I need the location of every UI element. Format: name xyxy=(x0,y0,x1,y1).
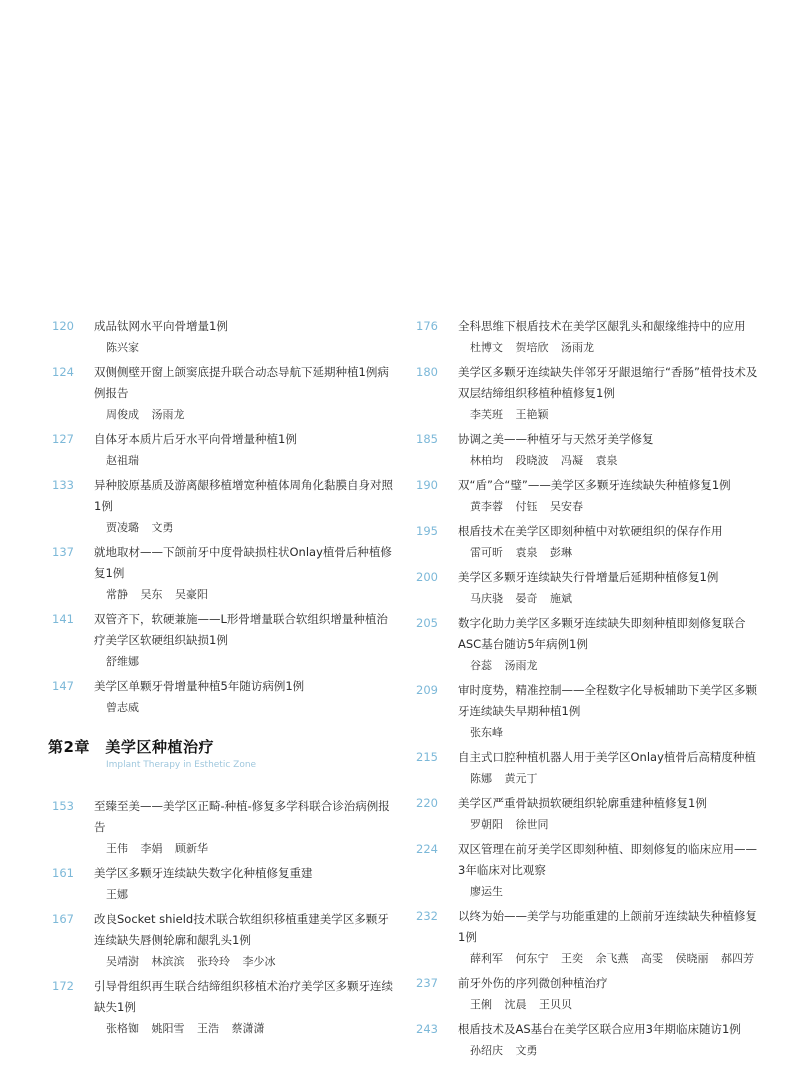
page-number: 180 xyxy=(416,365,438,379)
toc-entry[interactable] xyxy=(52,609,397,672)
entry-authors: 罗朝阳 徐世同 xyxy=(470,818,549,831)
entry-title: 异种胶原基质及游离龈移植增宽种植体周角化黏膜自身对照1例 xyxy=(94,478,393,513)
entry-title: 根盾技术在美学区即刻种植中对软硬组织的保存作用 xyxy=(458,524,723,538)
toc-entry[interactable] xyxy=(416,839,764,902)
entry-title: 双区管理在前牙美学区即刻种植、即刻修复的临床应用——3年临床对比观察 xyxy=(458,842,757,877)
toc-entry[interactable] xyxy=(416,973,764,1015)
entry-title: 美学区单颗牙骨增量种植5年随访病例1例 xyxy=(94,679,305,693)
toc-entry[interactable] xyxy=(416,567,764,609)
entry-authors: 王俐 沈晨 王贝贝 xyxy=(470,998,572,1011)
toc-entry[interactable] xyxy=(416,747,764,789)
entry-authors: 陈兴家 xyxy=(106,341,139,354)
right-entries xyxy=(416,316,764,1061)
toc-entry[interactable] xyxy=(52,676,397,718)
toc-entry[interactable] xyxy=(52,796,397,859)
entry-title: 双“盾”合“璧”——美学区多颗牙连续缺失种植修复1例 xyxy=(458,478,731,492)
entry-title: 审时度势，精准控制——全程数字化导板辅助下美学区多颗牙连续缺失早期种植1例 xyxy=(458,683,757,718)
page-number: 161 xyxy=(52,866,74,880)
page-number: 120 xyxy=(52,319,74,333)
toc-entry[interactable] xyxy=(52,429,397,471)
entry-title: 成品钛网水平向骨增量1例 xyxy=(94,319,228,333)
toc-entry[interactable] xyxy=(52,542,397,605)
left-entries-after xyxy=(52,796,397,1039)
toc-entry[interactable] xyxy=(416,316,764,358)
toc-entry[interactable] xyxy=(52,976,397,1039)
page-number: 205 xyxy=(416,616,438,630)
chapter-heading xyxy=(48,736,397,772)
entry-authors: 王伟 李娟 顾新华 xyxy=(106,842,208,855)
toc-entry[interactable] xyxy=(416,1019,764,1061)
page-number: 190 xyxy=(416,478,438,492)
toc-entry[interactable] xyxy=(416,362,764,425)
page-number: 167 xyxy=(52,912,74,926)
entry-authors: 赵祖瑞 xyxy=(106,454,139,467)
page-number: 124 xyxy=(52,365,74,379)
toc-entry[interactable] xyxy=(416,429,764,471)
toc-entry[interactable] xyxy=(416,906,764,969)
entry-authors: 谷蕊 汤雨龙 xyxy=(470,659,538,672)
entry-title: 美学区严重骨缺损软硬组织轮廓重建种植修复1例 xyxy=(458,796,707,810)
entry-authors: 杜博文 贺培欣 汤雨龙 xyxy=(470,341,594,354)
page-number: 176 xyxy=(416,319,438,333)
toc-entry[interactable] xyxy=(52,316,397,358)
page-number: 127 xyxy=(52,432,74,446)
page-number: 153 xyxy=(52,799,74,813)
entry-title: 以终为始——美学与功能重建的上颌前牙连续缺失种植修复1例 xyxy=(458,909,757,944)
page-number: 137 xyxy=(52,545,74,559)
page-number: 232 xyxy=(416,909,438,923)
entry-authors: 马庆骁 晏奇 施斌 xyxy=(470,592,572,605)
entry-authors: 张格铷 姚阳雪 王浩 蔡潇潇 xyxy=(106,1022,265,1035)
chapter-subtitle: Implant Therapy in Esthetic Zone xyxy=(106,760,257,770)
entry-title: 美学区多颗牙连续缺失行骨增量后延期种植修复1例 xyxy=(458,570,719,584)
toc-entry[interactable] xyxy=(416,521,764,563)
page-number: 243 xyxy=(416,1022,438,1036)
entry-title: 前牙外伤的序列微创种植治疗 xyxy=(458,976,608,990)
entry-authors: 王娜 xyxy=(106,888,128,901)
entry-authors: 雷可昕 袁泉 彭琳 xyxy=(470,546,572,559)
entry-title: 数字化助力美学区多颗牙连续缺失即刻种植即刻修复联合ASC基台随访5年病例1例 xyxy=(458,616,746,651)
page-number: 195 xyxy=(416,524,438,538)
page-number: 215 xyxy=(416,750,438,764)
entry-authors: 林柏均 段晓波 冯凝 袁泉 xyxy=(470,454,618,467)
toc-entry[interactable] xyxy=(52,362,397,425)
entry-title: 引导骨组织再生联合结缔组织移植术治疗美学区多颗牙连续缺失1例 xyxy=(94,979,393,1014)
toc-entry[interactable] xyxy=(416,613,764,676)
chapter-title: 第2章 美学区种植治疗 xyxy=(48,738,214,756)
entry-title: 协调之美——种植牙与天然牙美学修复 xyxy=(458,432,654,446)
page-number: 133 xyxy=(52,478,74,492)
page-number: 141 xyxy=(52,612,74,626)
toc-entry[interactable] xyxy=(52,475,397,538)
entry-title: 改良Socket shield技术联合软组织移植重建美学区多颗牙连续缺失唇侧轮廓和龈乳头1例 xyxy=(94,912,389,947)
entry-authors: 薛利军 何东宁 王奕 余飞燕 高雯 侯晓丽 郝四芳 xyxy=(470,952,754,965)
page-number: 220 xyxy=(416,796,438,810)
entry-authors: 常静 吴东 吴豪阳 xyxy=(106,588,208,601)
entry-title: 就地取材——下颌前牙中度骨缺损柱状Onlay植骨后种植修复1例 xyxy=(94,545,392,580)
page-number: 147 xyxy=(52,679,74,693)
entry-title: 至臻至美——美学区正畸-种植-修复多学科联合诊治病例报告 xyxy=(94,799,390,834)
left-column xyxy=(48,316,397,1043)
entry-authors: 张东峰 xyxy=(470,726,503,739)
entry-title: 根盾技术及AS基台在美学区联合应用3年期临床随访1例 xyxy=(458,1022,741,1036)
entry-authors: 李芙班 王艳颖 xyxy=(470,408,549,421)
toc-entry[interactable] xyxy=(52,863,397,905)
page-number: 224 xyxy=(416,842,438,856)
entry-authors: 陈娜 黄元丁 xyxy=(470,772,538,785)
page-number: 185 xyxy=(416,432,438,446)
right-column xyxy=(416,316,764,1065)
entry-title: 自体牙本质片后牙水平向骨增量种植1例 xyxy=(94,432,297,446)
toc-entry[interactable] xyxy=(416,793,764,835)
entry-title: 双侧侧壁开窗上颌窦底提升联合动态导航下延期种植1例病例报告 xyxy=(94,365,389,400)
entry-title: 自主式口腔种植机器人用于美学区Onlay植骨后高精度种植 xyxy=(458,750,756,764)
entry-authors: 舒维娜 xyxy=(106,655,139,668)
entry-authors: 贾凌璐 文勇 xyxy=(106,521,174,534)
page-number: 209 xyxy=(416,683,438,697)
page-number: 237 xyxy=(416,976,438,990)
page-number: 200 xyxy=(416,570,438,584)
entry-title: 美学区多颗牙连续缺失数字化种植修复重建 xyxy=(94,866,313,880)
entry-authors: 黄李蓉 付钰 吴安春 xyxy=(470,500,583,513)
page-number: 172 xyxy=(52,979,74,993)
entry-title: 全科思维下根盾技术在美学区龈乳头和龈缘维持中的应用 xyxy=(458,319,746,333)
entry-authors: 吴靖澍 林滨滨 张玲玲 李少冰 xyxy=(106,955,276,968)
entry-authors: 周俊成 汤雨龙 xyxy=(106,408,185,421)
entry-authors: 孙绍庆 文勇 xyxy=(470,1044,538,1057)
toc-entry[interactable] xyxy=(52,909,397,972)
left-entries-before xyxy=(52,316,397,718)
toc-entry[interactable] xyxy=(416,475,764,517)
toc-entry[interactable] xyxy=(416,680,764,743)
entry-authors: 廖运生 xyxy=(470,885,503,898)
entry-authors: 曾志威 xyxy=(106,701,139,714)
entry-title: 美学区多颗牙连续缺失伴邻牙牙龈退缩行“香肠”植骨技术及双层结缔组织移植种植修复1例 xyxy=(458,365,758,400)
entry-title: 双管齐下，软硬兼施——L形骨增量联合软组织增量种植治疗美学区软硬组织缺损1例 xyxy=(94,612,388,647)
